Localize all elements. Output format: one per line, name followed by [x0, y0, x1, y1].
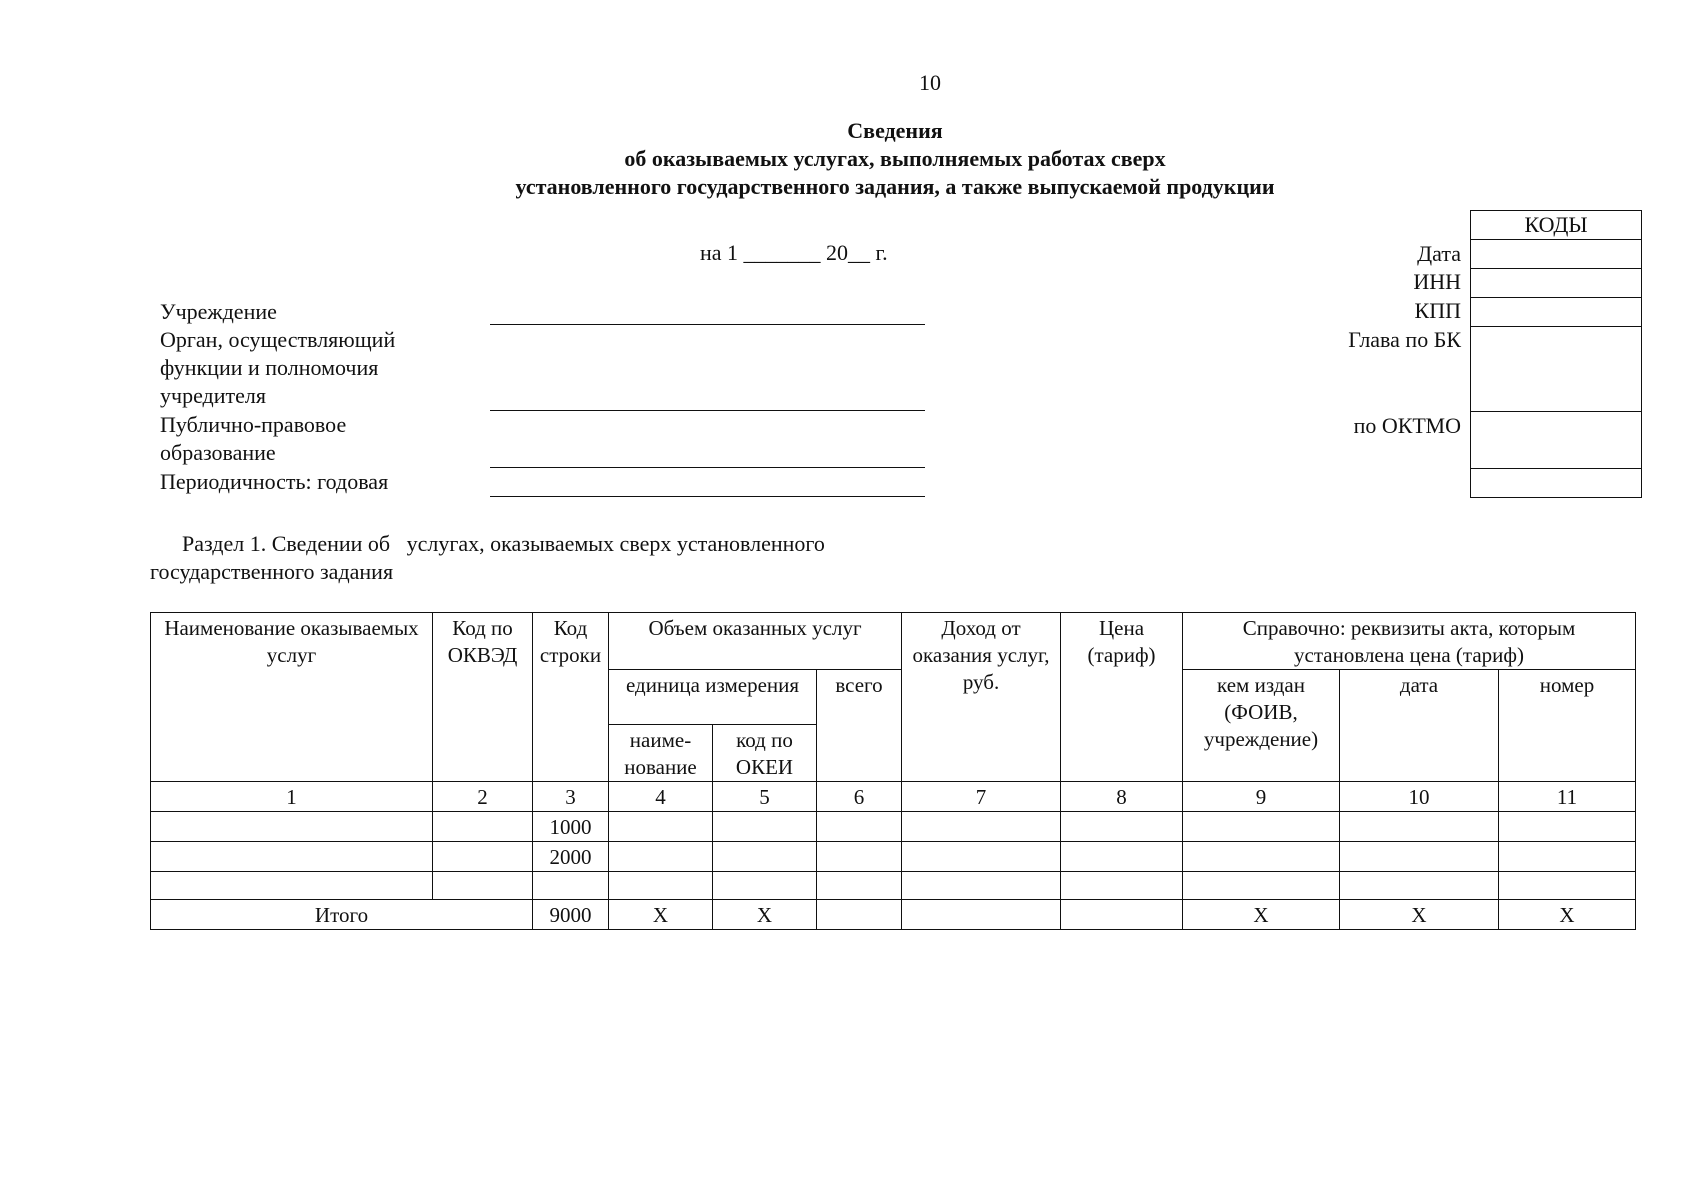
- x-mark: X: [609, 900, 713, 930]
- founder-fill-line[interactable]: [490, 410, 925, 411]
- label-founder-1: Орган, осуществляющий: [160, 327, 396, 352]
- x-mark: X: [1183, 900, 1340, 930]
- label-public-1: Публично-правовое: [160, 412, 347, 437]
- col-number: 6: [817, 782, 902, 812]
- header-unit-name: наиме-нование: [609, 725, 713, 782]
- cell-total-income[interactable]: [902, 900, 1061, 930]
- cell[interactable]: [1183, 842, 1340, 872]
- total-code: 9000: [533, 900, 609, 930]
- code-label-inn: ИНН: [1413, 269, 1461, 294]
- label-founder-2: функции и полномочия: [160, 355, 379, 380]
- cell[interactable]: [1340, 812, 1499, 842]
- header-act-date: дата: [1340, 670, 1499, 782]
- col-number: 7: [902, 782, 1061, 812]
- code-label-bk: Глава по БК: [1348, 327, 1461, 352]
- cell-service-name[interactable]: [151, 812, 433, 842]
- table-row: [151, 812, 1636, 842]
- cell[interactable]: [1061, 812, 1183, 842]
- cell-total[interactable]: [817, 900, 902, 930]
- col-number: 2: [433, 782, 533, 812]
- cell[interactable]: [1061, 872, 1183, 900]
- header-unit: единица измерения: [609, 670, 817, 725]
- header-service-name: Наименование оказываемых услуг: [151, 613, 433, 782]
- x-mark: X: [1340, 900, 1499, 930]
- cell[interactable]: [902, 842, 1061, 872]
- cell[interactable]: [713, 842, 817, 872]
- periodicity-fill-line[interactable]: [490, 496, 925, 497]
- header-income: Доход от оказания услуг, руб.: [902, 613, 1061, 782]
- title-line-2: об оказываемых услугах, выполняемых работах сверх: [624, 146, 1166, 171]
- section-heading-line-1: Раздел 1. Сведении об услугах, оказываемых сверх установленного: [182, 531, 825, 556]
- code-cell-date[interactable]: [1471, 240, 1642, 269]
- header-reference: Справочно: реквизиты акта, которым установлена цена (тариф): [1183, 613, 1636, 670]
- cell[interactable]: [609, 842, 713, 872]
- code-cell-kpp[interactable]: [1471, 298, 1642, 327]
- cell-service-name[interactable]: [151, 872, 433, 900]
- col-number: 3: [533, 782, 609, 812]
- header-total: всего: [817, 670, 902, 782]
- cell[interactable]: [1340, 842, 1499, 872]
- x-mark: X: [713, 900, 817, 930]
- code-label-oktmo: по ОКТМО: [1353, 413, 1461, 438]
- header-row-code: Код строки: [533, 613, 609, 782]
- cell[interactable]: [609, 872, 713, 900]
- total-row: [151, 900, 1636, 930]
- institution-fill-line[interactable]: [490, 324, 925, 325]
- code-cell-inn[interactable]: [1471, 269, 1642, 298]
- col-number: 4: [609, 782, 713, 812]
- header-unit-okei: код по ОКЕИ: [713, 725, 817, 782]
- cell[interactable]: [817, 842, 902, 872]
- column-numbers-row: [151, 782, 1636, 812]
- code-label-date: Дата: [1417, 241, 1461, 266]
- codes-table: [1470, 210, 1642, 498]
- table-row: [151, 872, 1636, 900]
- table-row: [151, 842, 1636, 872]
- col-number: 5: [713, 782, 817, 812]
- cell[interactable]: [1499, 872, 1636, 900]
- x-mark: X: [1499, 900, 1636, 930]
- col-number: 8: [1061, 782, 1183, 812]
- header-issued-by: кем издан (ФОИВ, учреждение): [1183, 670, 1340, 782]
- col-number: 11: [1499, 782, 1636, 812]
- label-institution: Учреждение: [160, 299, 277, 324]
- col-number: 1: [151, 782, 433, 812]
- report-date-line: на 1 _______ 20__ г.: [700, 240, 888, 265]
- code-cell-oktmo[interactable]: [1471, 412, 1642, 469]
- title-line-3: установленного государственного задания, а также выпускаемой продукции: [515, 174, 1275, 199]
- cell-okved[interactable]: [433, 872, 533, 900]
- cell[interactable]: [1499, 842, 1636, 872]
- header-act-number: номер: [1499, 670, 1636, 782]
- cell[interactable]: [1340, 872, 1499, 900]
- code-cell-bk[interactable]: [1471, 327, 1642, 412]
- title-line-1: Сведения: [847, 118, 943, 143]
- cell-row-code: [533, 872, 609, 900]
- page-number: 10: [919, 70, 941, 95]
- cell[interactable]: [817, 872, 902, 900]
- header-okved: Код по ОКВЭД: [433, 613, 533, 782]
- cell[interactable]: [902, 812, 1061, 842]
- total-label: Итого: [151, 900, 533, 930]
- col-number: 9: [1183, 782, 1340, 812]
- cell[interactable]: [902, 872, 1061, 900]
- section-heading-line-2: государственного задания: [150, 559, 394, 584]
- public-fill-line[interactable]: [490, 467, 925, 468]
- cell-service-name[interactable]: [151, 842, 433, 872]
- code-cell-periodicity[interactable]: [1471, 469, 1642, 498]
- codes-header: КОДЫ: [1471, 211, 1642, 240]
- cell-row-code: 1000: [533, 812, 609, 842]
- label-founder-3: учредителя: [160, 383, 266, 408]
- cell-row-code: 2000: [533, 842, 609, 872]
- label-periodicity: Периодичность: годовая: [160, 469, 389, 494]
- cell[interactable]: [1183, 872, 1340, 900]
- header-volume: Объем оказанных услуг: [609, 613, 902, 670]
- cell[interactable]: [609, 812, 713, 842]
- label-public-2: образование: [160, 440, 276, 465]
- cell-okved[interactable]: [433, 812, 533, 842]
- services-table: [150, 612, 1636, 930]
- header-price: Цена (тариф): [1061, 613, 1183, 782]
- cell[interactable]: [713, 812, 817, 842]
- code-label-kpp: КПП: [1414, 298, 1461, 323]
- cell-total-price[interactable]: [1061, 900, 1183, 930]
- cell[interactable]: [817, 812, 902, 842]
- cell-okved[interactable]: [433, 842, 533, 872]
- cell[interactable]: [1061, 842, 1183, 872]
- cell[interactable]: [713, 872, 817, 900]
- cell[interactable]: [1183, 812, 1340, 842]
- cell[interactable]: [1499, 812, 1636, 842]
- col-number: 10: [1340, 782, 1499, 812]
